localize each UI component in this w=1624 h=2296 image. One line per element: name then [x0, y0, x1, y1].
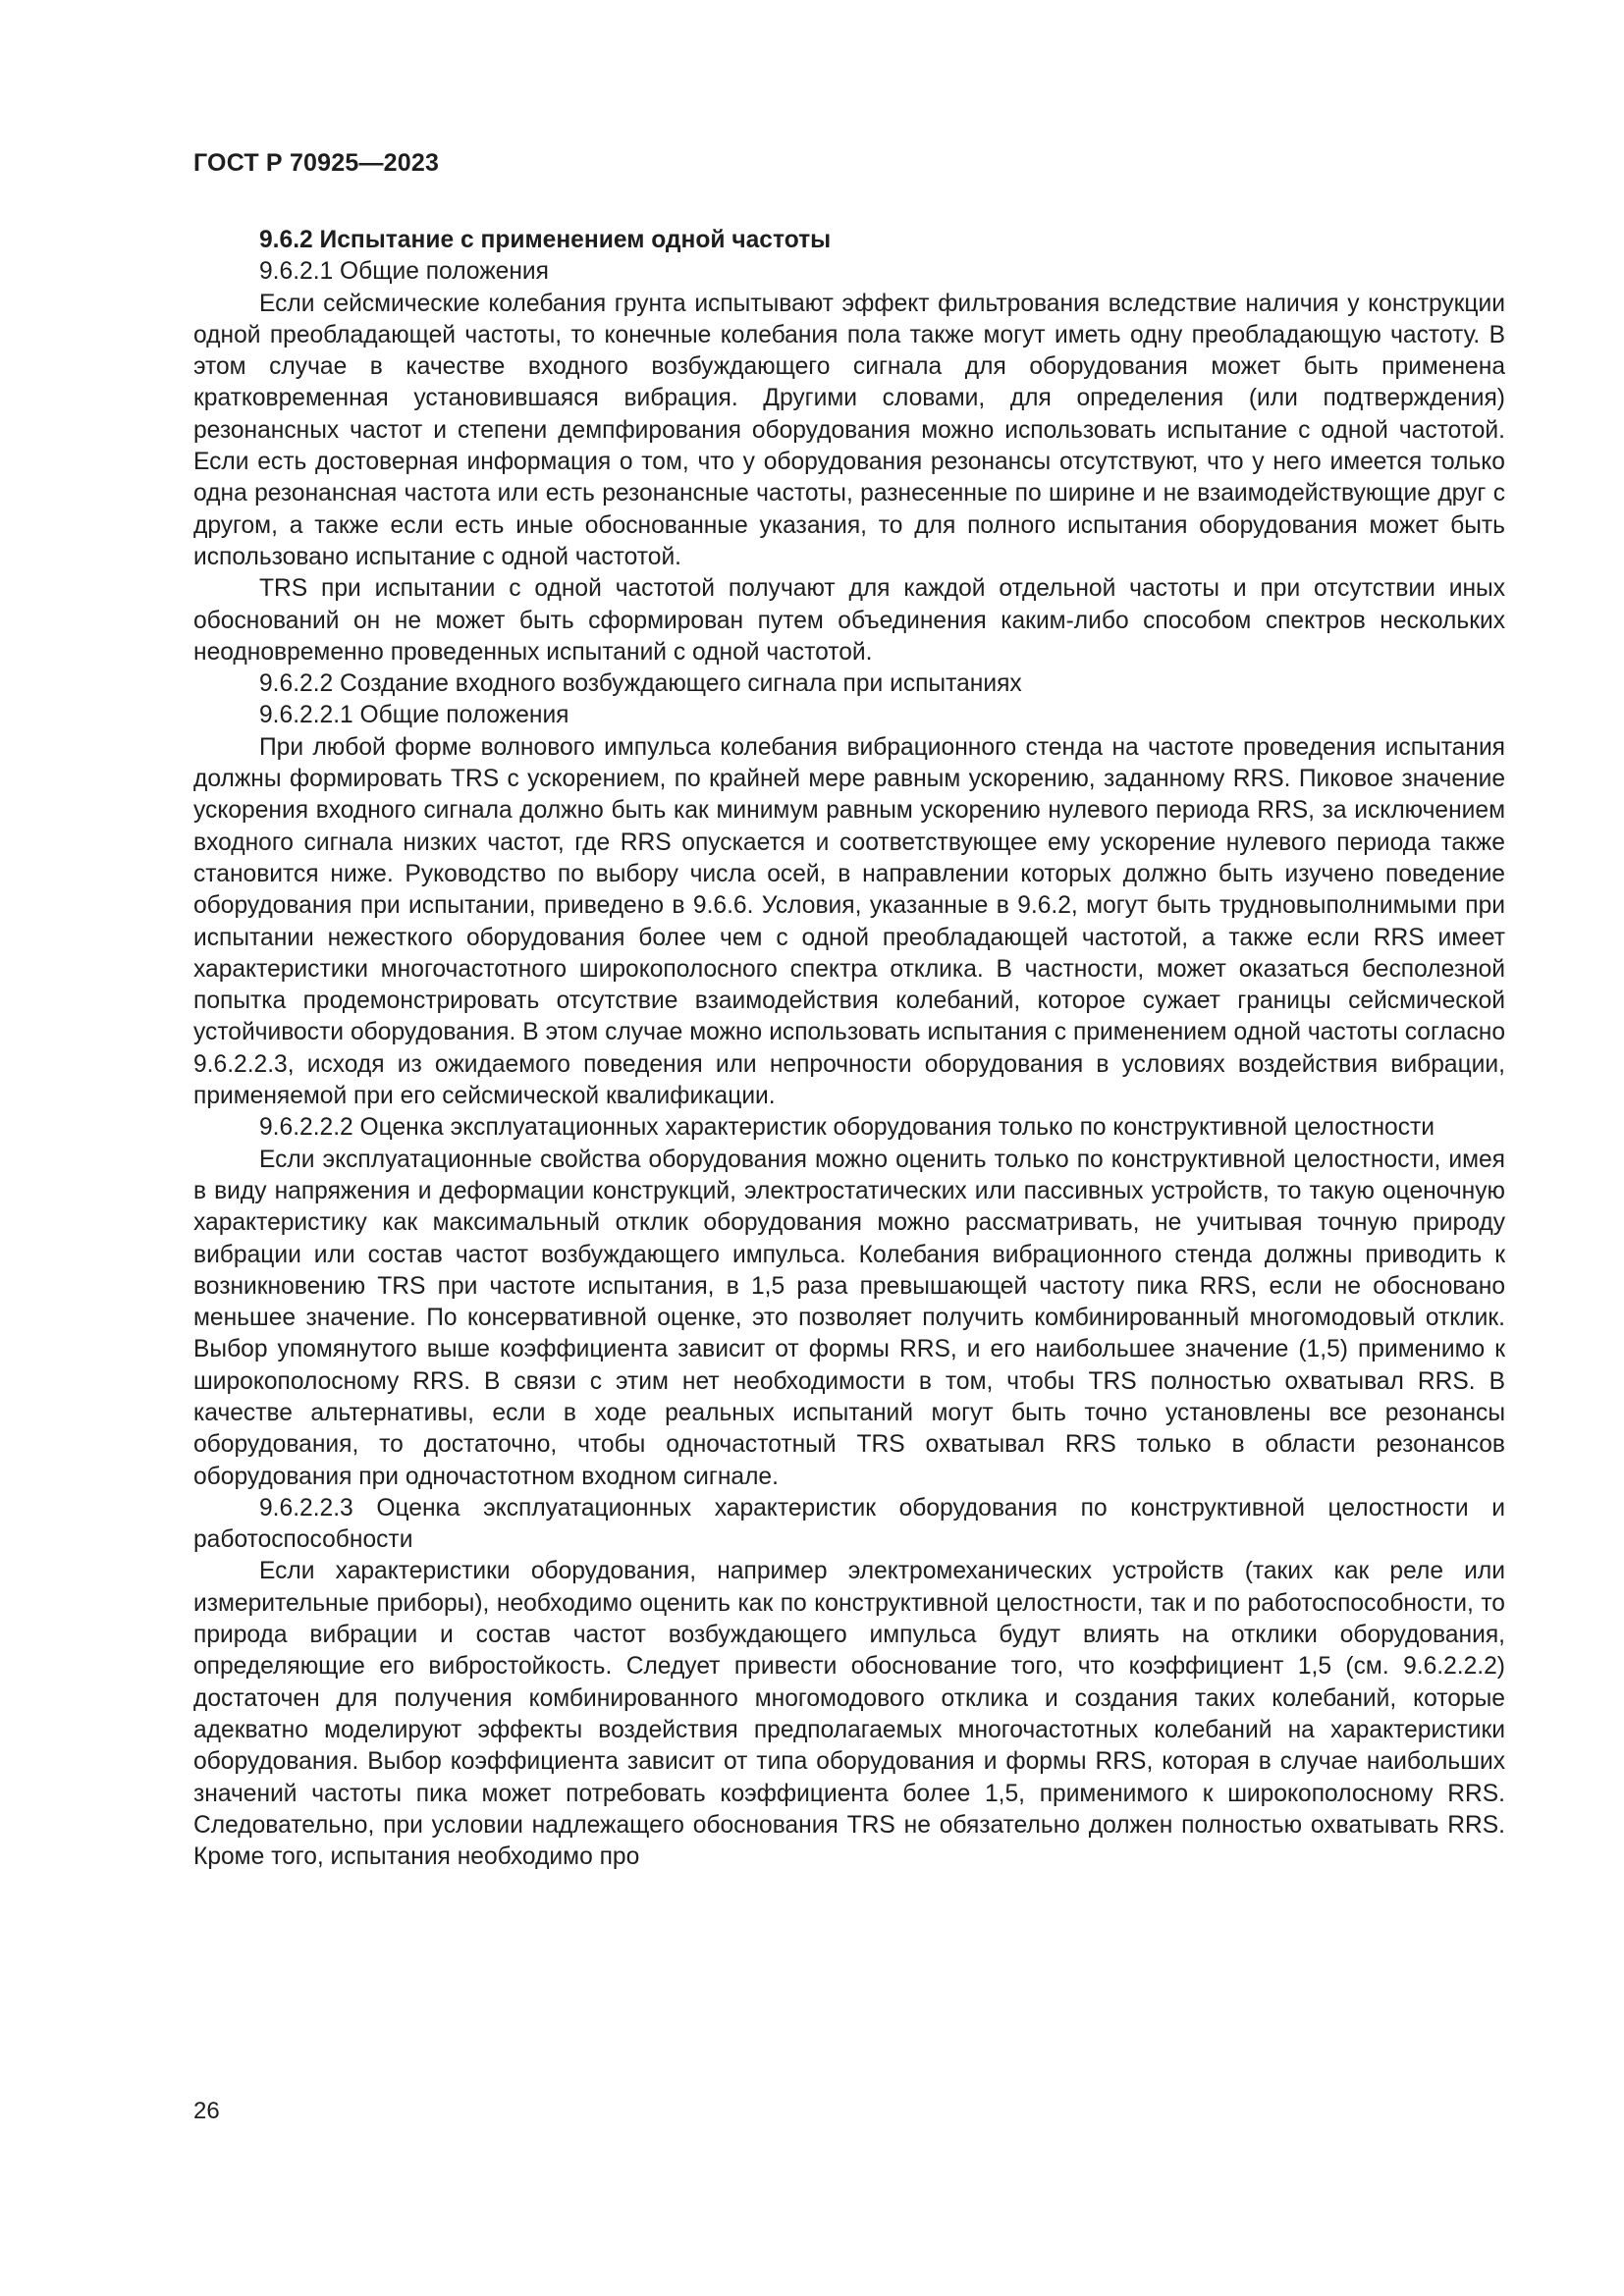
subsection-title-9-6-2-1: 9.6.2.1 Общие положения — [259, 258, 549, 286]
subsection-title-9-6-2-2-2: 9.6.2.2.2 Оценка эксплуатационных характеристик оборудования только по конструктивной целостности — [259, 1114, 1435, 1142]
section-heading-9-6-2: 9.6.2 Испытание с применением одной частоты — [259, 227, 832, 253]
subsection-title-9-6-2-2: 9.6.2.2 Создание входного возбуждающего сигнала при испытаниях — [259, 670, 1022, 698]
page-number: 26 — [193, 2098, 220, 2124]
paragraph-text: При любой форме волнового импульса колебания вибрационного стенда на частоте проведения испытания должны формировать TRS с ускорением, по крайней мере равным ускорению, заданному RRS. Пиковое значение ускорения входного сигнала должно быть как минимум равным ускорению нулевого периода RRS, за исключением входного сигнала низких частот, где RRS опускается и соответствующее ему ускорение нулевого периода также становится ниже. Руководство по выбору числа осей, в направлении которых должно быть изучено поведение оборудования при испытании, приведено в 9.6.6. Условия, указанные в 9.6.2, могут быть трудновыполнимыми при испытании нежесткого оборудования более чем с одной преобладающей частотой, а также если RRS имеет характеристики многочастотного широкополосного спектра отклика. В частности, может оказаться бесполезной попытка продемонстрировать отсутствие взаимодействия колебаний, которое сужает границы сейсмической устойчивости оборудования. В этом случае можно использовать испытания с применением одной частоты согласно 9.6.2.2.3, исходя из ожидаемого поведения или непрочности оборудования в условиях воздействия вибрации, применяемой при его сейсмической квалификации. — [193, 733, 1505, 1110]
subsection-title-9-6-2-2-1: 9.6.2.2.1 Общие положения — [259, 702, 569, 729]
document-body — [193, 225, 1505, 1873]
paragraph-text: TRS при испытании с одной частотой получают для каждой отдельной частоты и при отсутствии иных обоснований он не может быть сформирован путем объединения каким-либо способом спектров нескольких неодновременно проведенных испытаний с одной частотой. — [193, 575, 1505, 666]
document-code: ГОСТ Р 70925—2023 — [193, 149, 440, 177]
subsection-title-9-6-2-2-3: 9.6.2.2.3 Оценка эксплуатационных характеристик оборудования по конструктивной целостности и работоспособности — [193, 1494, 1505, 1554]
paragraph-text: Если сейсмические колебания грунта испытывают эффект фильтрования вследствие наличия у конструкции одной преобладающей частоты, то конечные колебания пола также могут иметь одну преобладающую частоту. В этом случае в качестве входного возбуждающего сигнала для оборудования может быть применена кратковременная установившаяся вибрация. Другими словами, для определения (или подтверждения) резонансных частот и степени демпфирования оборудования можно использовать испытание с одной частотой. Если есть достоверная информация о том, что у оборудования резонансы отсутствуют, что у него имеется только одна резонансная частота или есть резонансные частоты, разнесенные по ширине и не взаимодействующие друг с другом, а также если есть иные обоснованные указания, то для полного испытания оборудования может быть использовано испытание с одной частотой. — [193, 290, 1505, 570]
paragraph-text: Если характеристики оборудования, например электромеханических устройств (таких как реле или измерительные приборы), необходимо оценить как по конструктивной целостности, так и по работоспособности, то природа вибрации и состав частот возбуждающего импульса будут влиять на отклики оборудования, определяющие его вибростойкость. Следует привести обоснование того, что коэффициент 1,5 (см. 9.6.2.2.2) достаточен для получения комбинированного многомодового отклика и создания таких колебаний, которые адекватно моделируют эффекты воздействия предполагаемых многочастотных колебаний на характеристики оборудования. Выбор коэффициента зависит от типа оборудования и формы RRS, которая в случае наибольших значений частоты пика может потребовать коэффициента более 1,5, применимого к широкополосному RRS. Следовательно, при условии надлежащего обоснования TRS не обязательно должен полностью охватывать RRS. Кроме того, испытания необходимо про — [193, 1558, 1505, 1871]
paragraph-text: Если эксплуатационные свойства оборудования можно оценить только по конструктивной целостности, имея в виду напряжения и деформации конструкций, электростатических или пассивных устройств, то такую оценочную характеристику как максимальный отклик оборудования можно рассматривать, не учитывая точную природу вибрации или состав частот возбуждающего импульса. Колебания вибрационного стенда должны приводить к возникновению TRS при частоте испытания, в 1,5 раза превышающей частоту пика RRS, если не обосновано меньшее значение. По консервативной оценке, это позволяет получить комбинированный многомодовый отклик. Выбор упомянутого выше коэффициента зависит от формы RRS, и его наибольшее значение (1,5) применимо к широкополосному RRS. В связи с этим нет необходимости в том, чтобы TRS полностью охватывал RRS. В качестве альтернативы, если в ходе реальных испытаний могут быть точно установлены все резонансы оборудования, то достаточно, чтобы одночастотный TRS охватывал RRS только в области резонансов оборудования при одночастотном входном сигнале. — [193, 1146, 1505, 1490]
